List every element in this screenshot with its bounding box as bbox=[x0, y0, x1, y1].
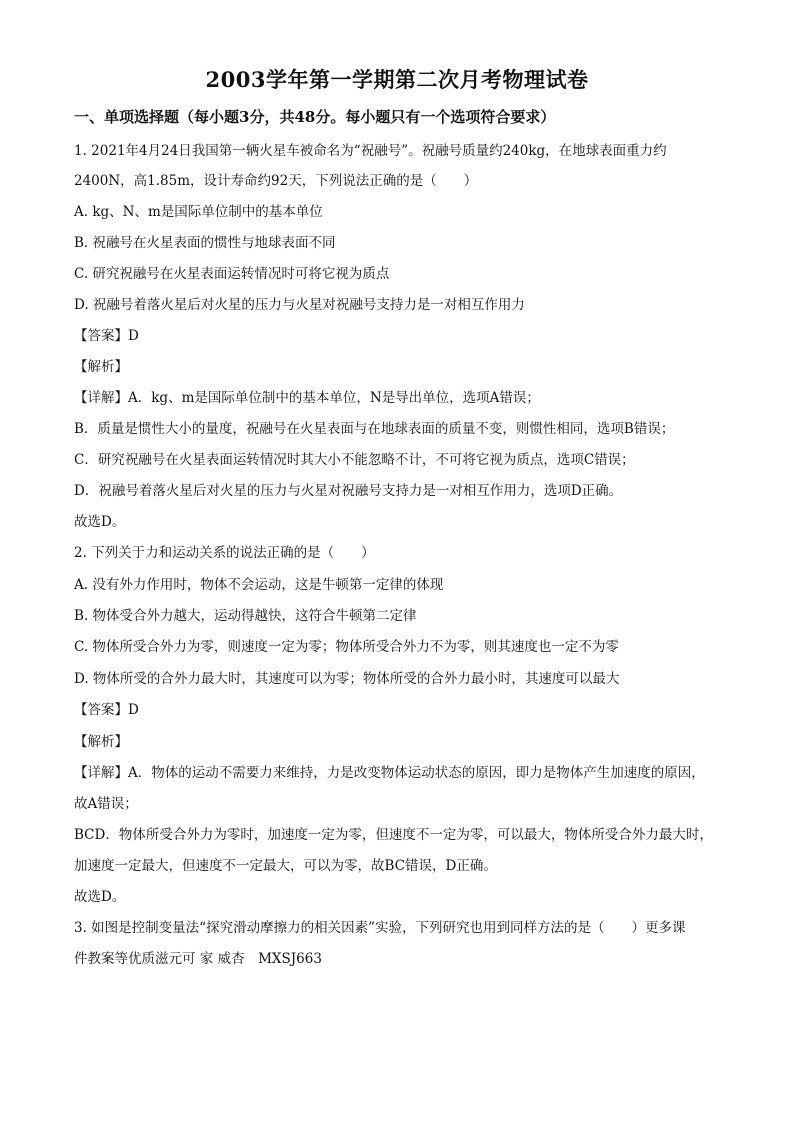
q1-analysis-label: 【解析】 bbox=[74, 359, 128, 375]
q2-option-b: B. 物体受合外力越大，运动得越快，这符合牛顿第二定律 bbox=[74, 608, 417, 624]
q2-option-a: A. 没有外力作用时，物体不会运动，这是牛顿第一定律的体现 bbox=[74, 577, 444, 593]
q1-stem-line2: 2400N，高1.85m，设计寿命约92天，下列说法正确的是（ ） bbox=[74, 173, 478, 189]
q2-option-c: C. 物体所受合外力为零，则速度一定为零；物体所受合外力不为零，则其速度也一定不为零 bbox=[74, 639, 619, 655]
q2-detail-3: BCD．物体所受合外力为零时，加速度一定为零，但速度不一定为零，可以最大，物体所受合外力最大时， bbox=[74, 827, 713, 843]
q2-analysis-label: 【解析】 bbox=[74, 734, 128, 750]
q1-answer: 【答案】D bbox=[74, 328, 139, 344]
q1-detail-3: C．研究祝融号在火星表面运转情况时其大小不能忽略不计，不可将它视为质点，选项C错误； bbox=[74, 452, 635, 468]
q3-stem-line1: 3. 如图是控制变量法“探究滑动摩擦力的相关因素”实验，下列研究也用到同样方法的是（ ）更多课 bbox=[74, 920, 686, 936]
section-heading: 一、单项选择题（每小题3分，共48分。每小题只有一个选项符合要求） bbox=[74, 108, 556, 126]
q2-option-d: D. 物体所受的合外力最大时，其速度可以为零；物体所受的合外力最小时，其速度可以最大 bbox=[74, 671, 620, 687]
q2-detail-1: 【详解】A．物体的运动不需要力来维持，力是改变物体运动状态的原因，即力是物体产生加速度的原因， bbox=[74, 765, 705, 781]
q3-stem-line2: 件教案等优质滋元可 家 威杏 MXSJ663 bbox=[74, 951, 322, 967]
q1-option-a: A. kg、N、m是国际单位制中的基本单位 bbox=[74, 204, 323, 220]
q1-conclusion: 故选D。 bbox=[74, 514, 126, 530]
q2-answer: 【答案】D bbox=[74, 702, 139, 718]
q1-detail-1: 【详解】A．kg、m是国际单位制中的基本单位，N是导出单位，选项A错误； bbox=[74, 390, 540, 406]
page-title: 2003学年第一学期第二次月考物理试卷 bbox=[205, 67, 589, 92]
q2-stem: 2. 下列关于力和运动关系的说法正确的是（ ） bbox=[74, 545, 375, 561]
q2-conclusion: 故选D。 bbox=[74, 889, 126, 905]
q1-option-d: D. 祝融号着落火星后对火星的压力与火星对祝融号支持力是一对相互作用力 bbox=[74, 297, 525, 313]
q2-detail-4: 加速度一定最大，但速度不一定最大，可以为零，故BC错误，D正确。 bbox=[74, 858, 497, 874]
q1-stem-line1: 1. 2021年4月24日我国第一辆火星车被命名为“祝融号”。祝融号质量约240kg，在地球表面重力约 bbox=[74, 143, 667, 159]
q1-detail-2: B．质量是惯性大小的量度，祝融号在火星表面与在地球表面的质量不变，则惯性相同，选项B错误； bbox=[74, 421, 675, 437]
q1-option-b: B. 祝融号在火星表面的惯性与地球表面不同 bbox=[74, 235, 336, 251]
q1-option-c: C. 研究祝融号在火星表面运转情况时可将它视为质点 bbox=[74, 266, 390, 282]
q2-detail-2: 故A错误； bbox=[74, 796, 138, 812]
q1-detail-4: D．祝融号着落火星后对火星的压力与火星对祝融号支持力是一对相互作用力，选项D正确。 bbox=[74, 483, 623, 499]
